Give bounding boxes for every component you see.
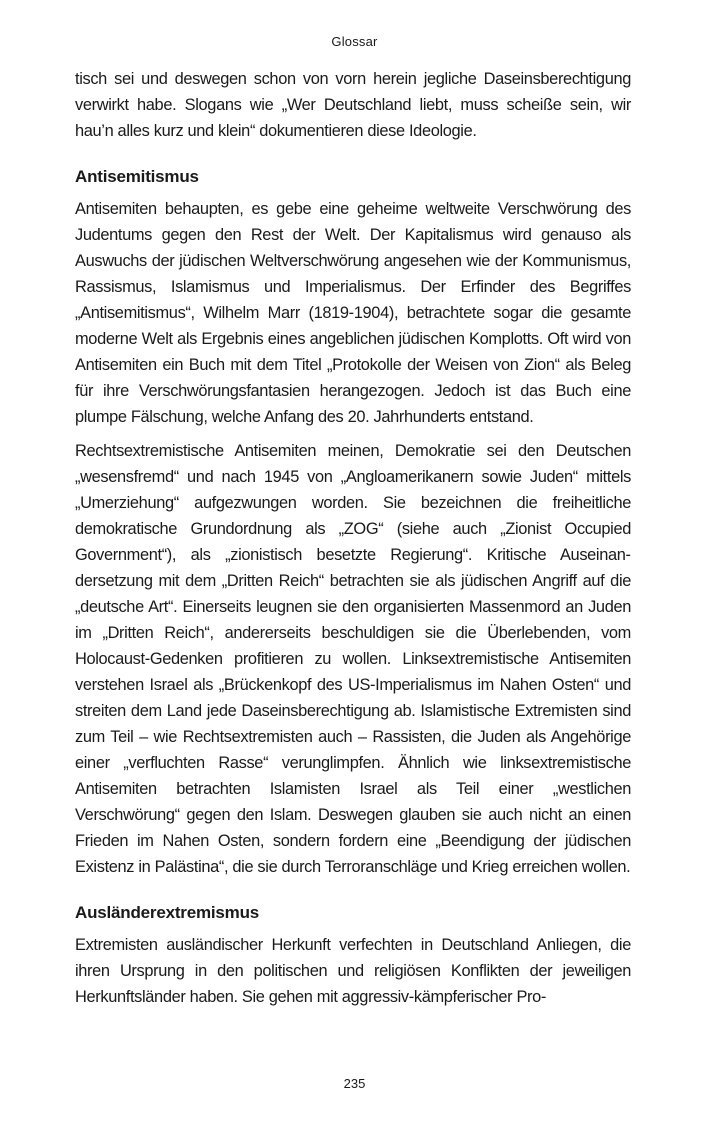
entry-paragraph: Extremisten ausländischer Herkunft verfechten in Deutschland Anliegen, die ihren Ursprung in den politischen und religiösen Konflikten der jeweiligen Herkunftsländer haben. Sie gehen mit aggressiv-kämpferischer Pro- [75,936,631,1006]
page-number: 235 [343,1076,366,1091]
entry-auslaenderextremismus [75,900,631,1010]
entry-paragraph: Antisemiten behaupten, es gebe eine geheime weltweite Verschwörung des Judentums gegen den Rest der Welt. Der Kapitalismus wird genauso als Auswuchs der jüdischen Weltverschwörung angesehen wie der Kommunismus, Rassismus, Islamismus und Imperialismus. Der Erfinder des Begriffes „Antisemitismus“, Wilhelm Marr (1819-1904), betrachtete sogar die gesamte moderne Welt als Ergebnis eines angeblichen jüdischen Komplotts. Oft wird von Antisemiten ein Buch mit dem Titel „Protokolle der Weisen von Zion“ als Beleg für ihre Verschwörungsfantasien herangezogen. Jedoch ist das Buch eine plumpe Fälschung, welche Anfang des 20. Jahrhunderts entstand. [75,200,631,426]
running-head: Glossar [331,34,378,49]
entry-heading: Ausländerextremismus [75,903,260,922]
entry-heading: Antisemitismus [75,167,199,186]
entry-paragraph: Rechtsextremistische Antisemiten meinen, Demokratie sei den Deutschen „wesensfremd“ und nach 1945 von „Angloamerikanern sowie Juden“ mittels „Umerziehung“ aufgezwungen worden. Sie bezeichnen die freiheitliche demokratische Grundordnung als „ZOG“ (siehe auch „Zionist Occupied Government“), als „zionistisch besetzte Regierung“. Kritische Auseinandersetzung mit dem „Dritten Reich“ betrachten sie als jüdischen Angriff auf die „deutsche Art“. Einerseits leugnen sie den organisierten Massenmord an Juden im „Dritten Reich“, andererseits beschuldigen sie die Überlebenden, vom Holocaust-Gedenken profitieren zu wollen. Linksextremistische Antisemiten verstehen Israel als „Brückenkopf des US-Imperialismus im Nahen Osten“ und streiten dem Land jede Daseinsberechtigung ab. Islamistische Extremisten sind zum Teil – wie Rechtsextremisten auch – Rassisten, die Juden als Angehörige einer „verfluchten Rasse“ verunglimpfen. Ähnlich wie linksextremistische Antisemiten betrachten Islamisten Israel als Teil einer „westlichen Verschwörung“ gegen den Islam. Deswegen glauben sie auch nicht an einen Frieden im Nahen Osten, sondern fordern eine „Beendigung der jüdischen Existenz in Palästina“, die sie durch Terroranschläge und Krieg erreichen wollen. [75,442,631,876]
entry-antisemitismus [75,164,631,880]
continued-paragraph: tisch sei und deswegen schon von vorn herein jegliche Daseinsberechtigung verwirkt habe. Slogans wie „Wer Deutschland liebt, muss scheiße sein, wir hau’n alles kurz und klein“ dokumentieren diese Ideologie. [75,70,631,140]
glossary-content [75,66,631,1018]
